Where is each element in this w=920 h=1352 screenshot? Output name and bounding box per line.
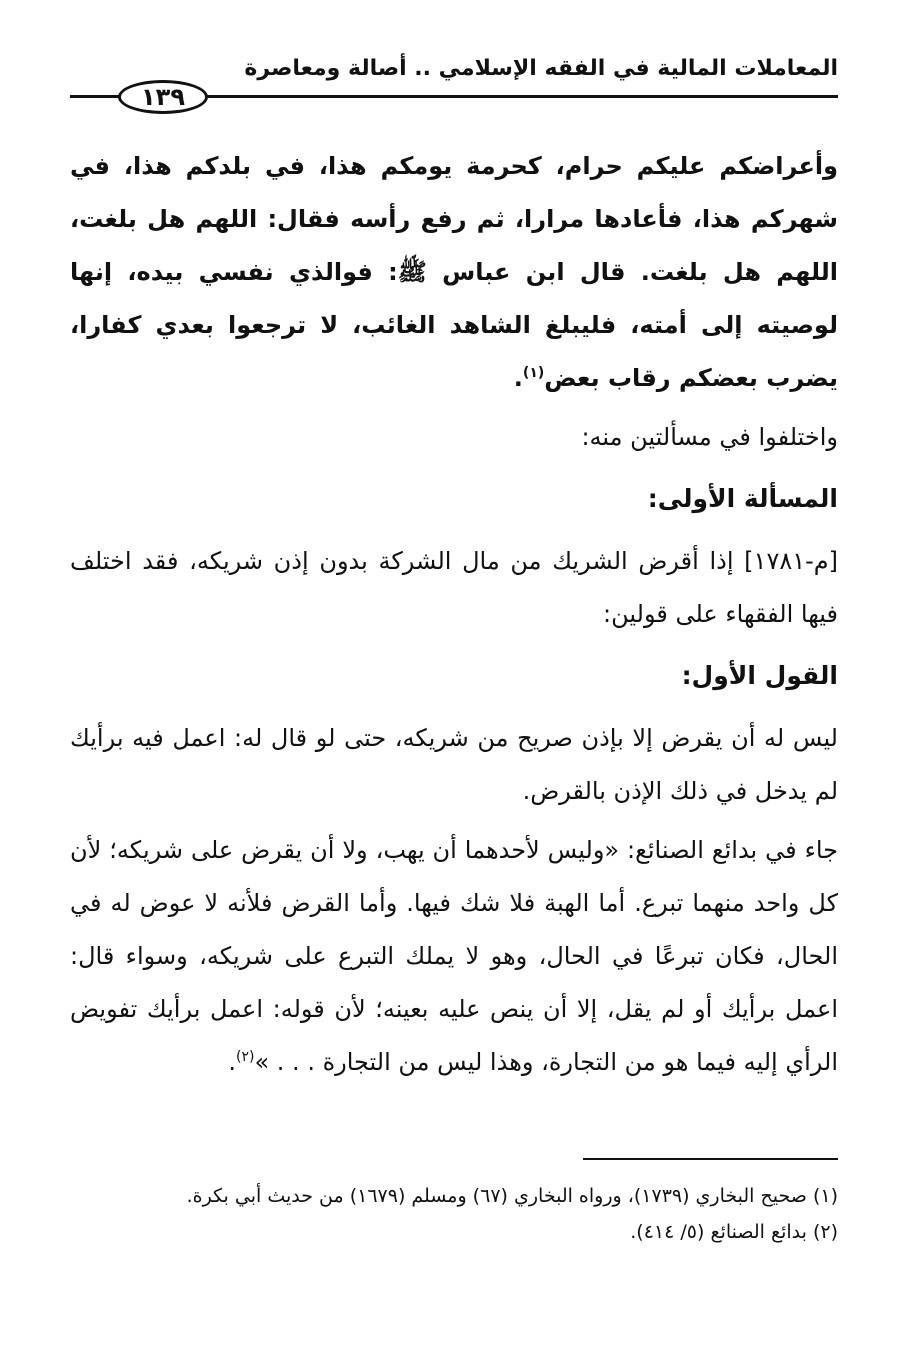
footnote-separator xyxy=(583,1158,838,1160)
body-text xyxy=(70,140,838,1095)
footnote-ref-2: (٢) xyxy=(236,1049,255,1065)
page-number: ١٣٩ xyxy=(118,80,208,114)
paragraph-quote-badai xyxy=(70,824,838,1089)
running-header: المعاملات المالية في الفقه الإسلامي .. أصالة ومعاصرة xyxy=(244,56,838,81)
paragraph-quote-text: جاء في بدائع الصنائع: «وليس لأحدهما أن يهب، ولا أن يقرض على شريكه؛ لأن كل واحد منهما تبرع. أما الهبة فلا شك فيها. وأما القرض فلأنه لا عوض له في الحال، فكان تبرعًا في الحال، وهو لا يملك التبرع على شريكه، وسواء قال: اعمل برأيك أو لم يقل، إلا أن ينص عليه بعينه؛ لأن قوله: اعمل برأيك تفويض الرأي إليه فيما هو من التجارة، وهذا ليس من التجارة . . . » xyxy=(70,836,838,1076)
footnote-2: (٢) بدائع الصنائع (٥/ ٤١٤). xyxy=(630,1221,838,1243)
paragraph-hadith-end: . xyxy=(513,364,523,392)
paragraph-intro: واختلفوا في مسألتين منه: xyxy=(581,423,838,451)
footnote-1: (١) صحيح البخاري (١٧٣٩)، ورواه البخاري (٦٧) ومسلم (١٦٧٩) من حديث أبي بكرة. xyxy=(186,1185,838,1207)
paragraph-hadith-text: وأعراضكم عليكم حرام، كحرمة يومكم هذا، في بلدكم هذا، في شهركم هذا، فأعادها مرارا، ثم رفع رأسه فقال: اللهم هل بلغت، اللهم هل بلغت. قال ابن عباس ﷺ: فوالذي نفسي بيده، إنها لوصيته إلى أمته، فليبلغ الشاهد الغائب، لا ترجعوا بعدي كفارا، يضرب بعضكم رقاب بعض xyxy=(70,152,838,392)
heading-first-issue: المسألة الأولى: xyxy=(647,484,838,513)
heading-first-opinion: القول الأول: xyxy=(681,661,838,690)
paragraph-hadith xyxy=(70,140,838,405)
footnotes xyxy=(70,1178,838,1250)
paragraph-first-opinion: ليس له أن يقرض إلا بإذن صريح من شريكه، حتى لو قال له: اعمل فيه برأيك لم يدخل في ذلك الإذن بالقرض. xyxy=(70,724,838,805)
paragraph-issue-statement: [م-١٧٨١] إذا أقرض الشريك من مال الشركة بدون إذن شريكه، فقد اختلف فيها الفقهاء على قولين: xyxy=(70,547,838,628)
footnote-ref-1: (١) xyxy=(522,365,545,381)
paragraph-quote-end: . xyxy=(228,1048,237,1076)
